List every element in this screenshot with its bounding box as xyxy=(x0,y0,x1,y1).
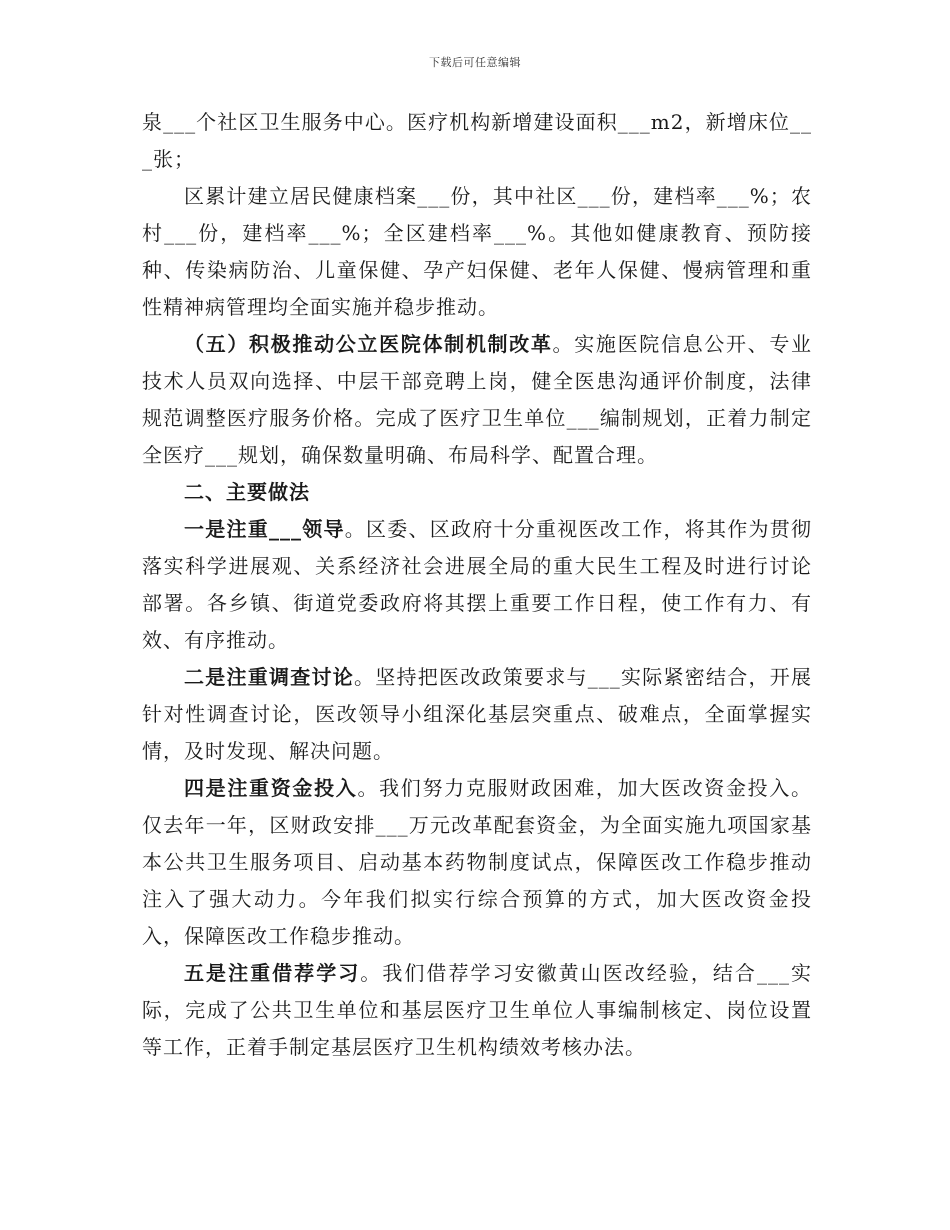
paragraph-8-body: 。我们借荐学习安徽黄山医改经验，结合___实际，完成了公共卫生单位和基层医疗卫生单位人事编制核定、岗位设置等工作，正着手制定基层医疗卫生机构绩效考核办法。 xyxy=(142,961,813,1059)
section-heading xyxy=(142,474,812,511)
paragraph-5-lead: 一是注重___领导 xyxy=(184,517,345,541)
paragraph-1 xyxy=(142,104,812,178)
paragraph-7 xyxy=(142,770,812,955)
section-heading-text: 二、主要做法 xyxy=(184,480,310,504)
paragraph-5 xyxy=(142,511,812,659)
document-body xyxy=(142,104,812,1066)
paragraph-2 xyxy=(142,178,812,326)
paragraph-7-body: 。我们努力克服财政困难，加大医改资金投入。仅去年一年，区财政安排___万元改革配套资金，为全面实施九项国家基本公共卫生服务项目、启动基本药物制度试点，保障医改工作稳步推动注入了强大动力。今年我们拟实行综合预算的方式，加大医改资金投入，保障医改工作稳步推动。 xyxy=(142,776,813,948)
paragraph-2-body: 区累计建立居民健康档案___份，其中社区___份，建档率___%；农村___份，建档率___%；全区建档率___%。其他如健康教育、预防接种、传染病防治、儿童保健、孕产妇保健、老年人保健、慢病管理和重性精神病管理均全面实施并稳步推动。 xyxy=(142,184,812,319)
paragraph-1-body: 泉___个社区卫生服务中心。医疗机构新增建设面积___m2，新增床位___张； xyxy=(142,110,812,171)
paragraph-7-lead: 四是注重资金投入 xyxy=(184,776,358,800)
paragraph-6-body: 。坚持把医改政策要求与___实际紧密结合，开展针对性调查讨论，医改领导小组深化基层突重点、破难点，全面掌握实情，及时发现、解决问题。 xyxy=(142,665,812,763)
paragraph-3-lead: （五）积极推动公立医院体制机制改革 xyxy=(184,332,553,356)
paragraph-3-body: 。实施医院信息公开、专业技术人员双向选择、中层干部竞聘上岗，健全医患沟通评价制度，法律规范调整医疗服务价格。完成了医疗卫生单位___编制规划，正着力制定全医疗___规划，确保数量明确、布局科学、配置合理。 xyxy=(142,332,813,467)
paragraph-8-lead: 五是注重借荐学习 xyxy=(184,961,361,985)
paragraph-6-lead: 二是注重调查讨论 xyxy=(184,665,354,689)
paragraph-6 xyxy=(142,659,812,770)
page-header: 下载后可任意编辑 xyxy=(429,56,521,69)
paragraph-3 xyxy=(142,326,812,474)
paragraph-5-body: 。区委、区政府十分重视医改工作，将其作为贯彻落实科学进展观、关系经济社会进展全局的重大民生工程及时进行讨论部署。各乡镇、街道党委政府将其摆上重要工作日程，使工作有力、有效、有序推动。 xyxy=(142,517,812,652)
paragraph-8 xyxy=(142,955,812,1066)
